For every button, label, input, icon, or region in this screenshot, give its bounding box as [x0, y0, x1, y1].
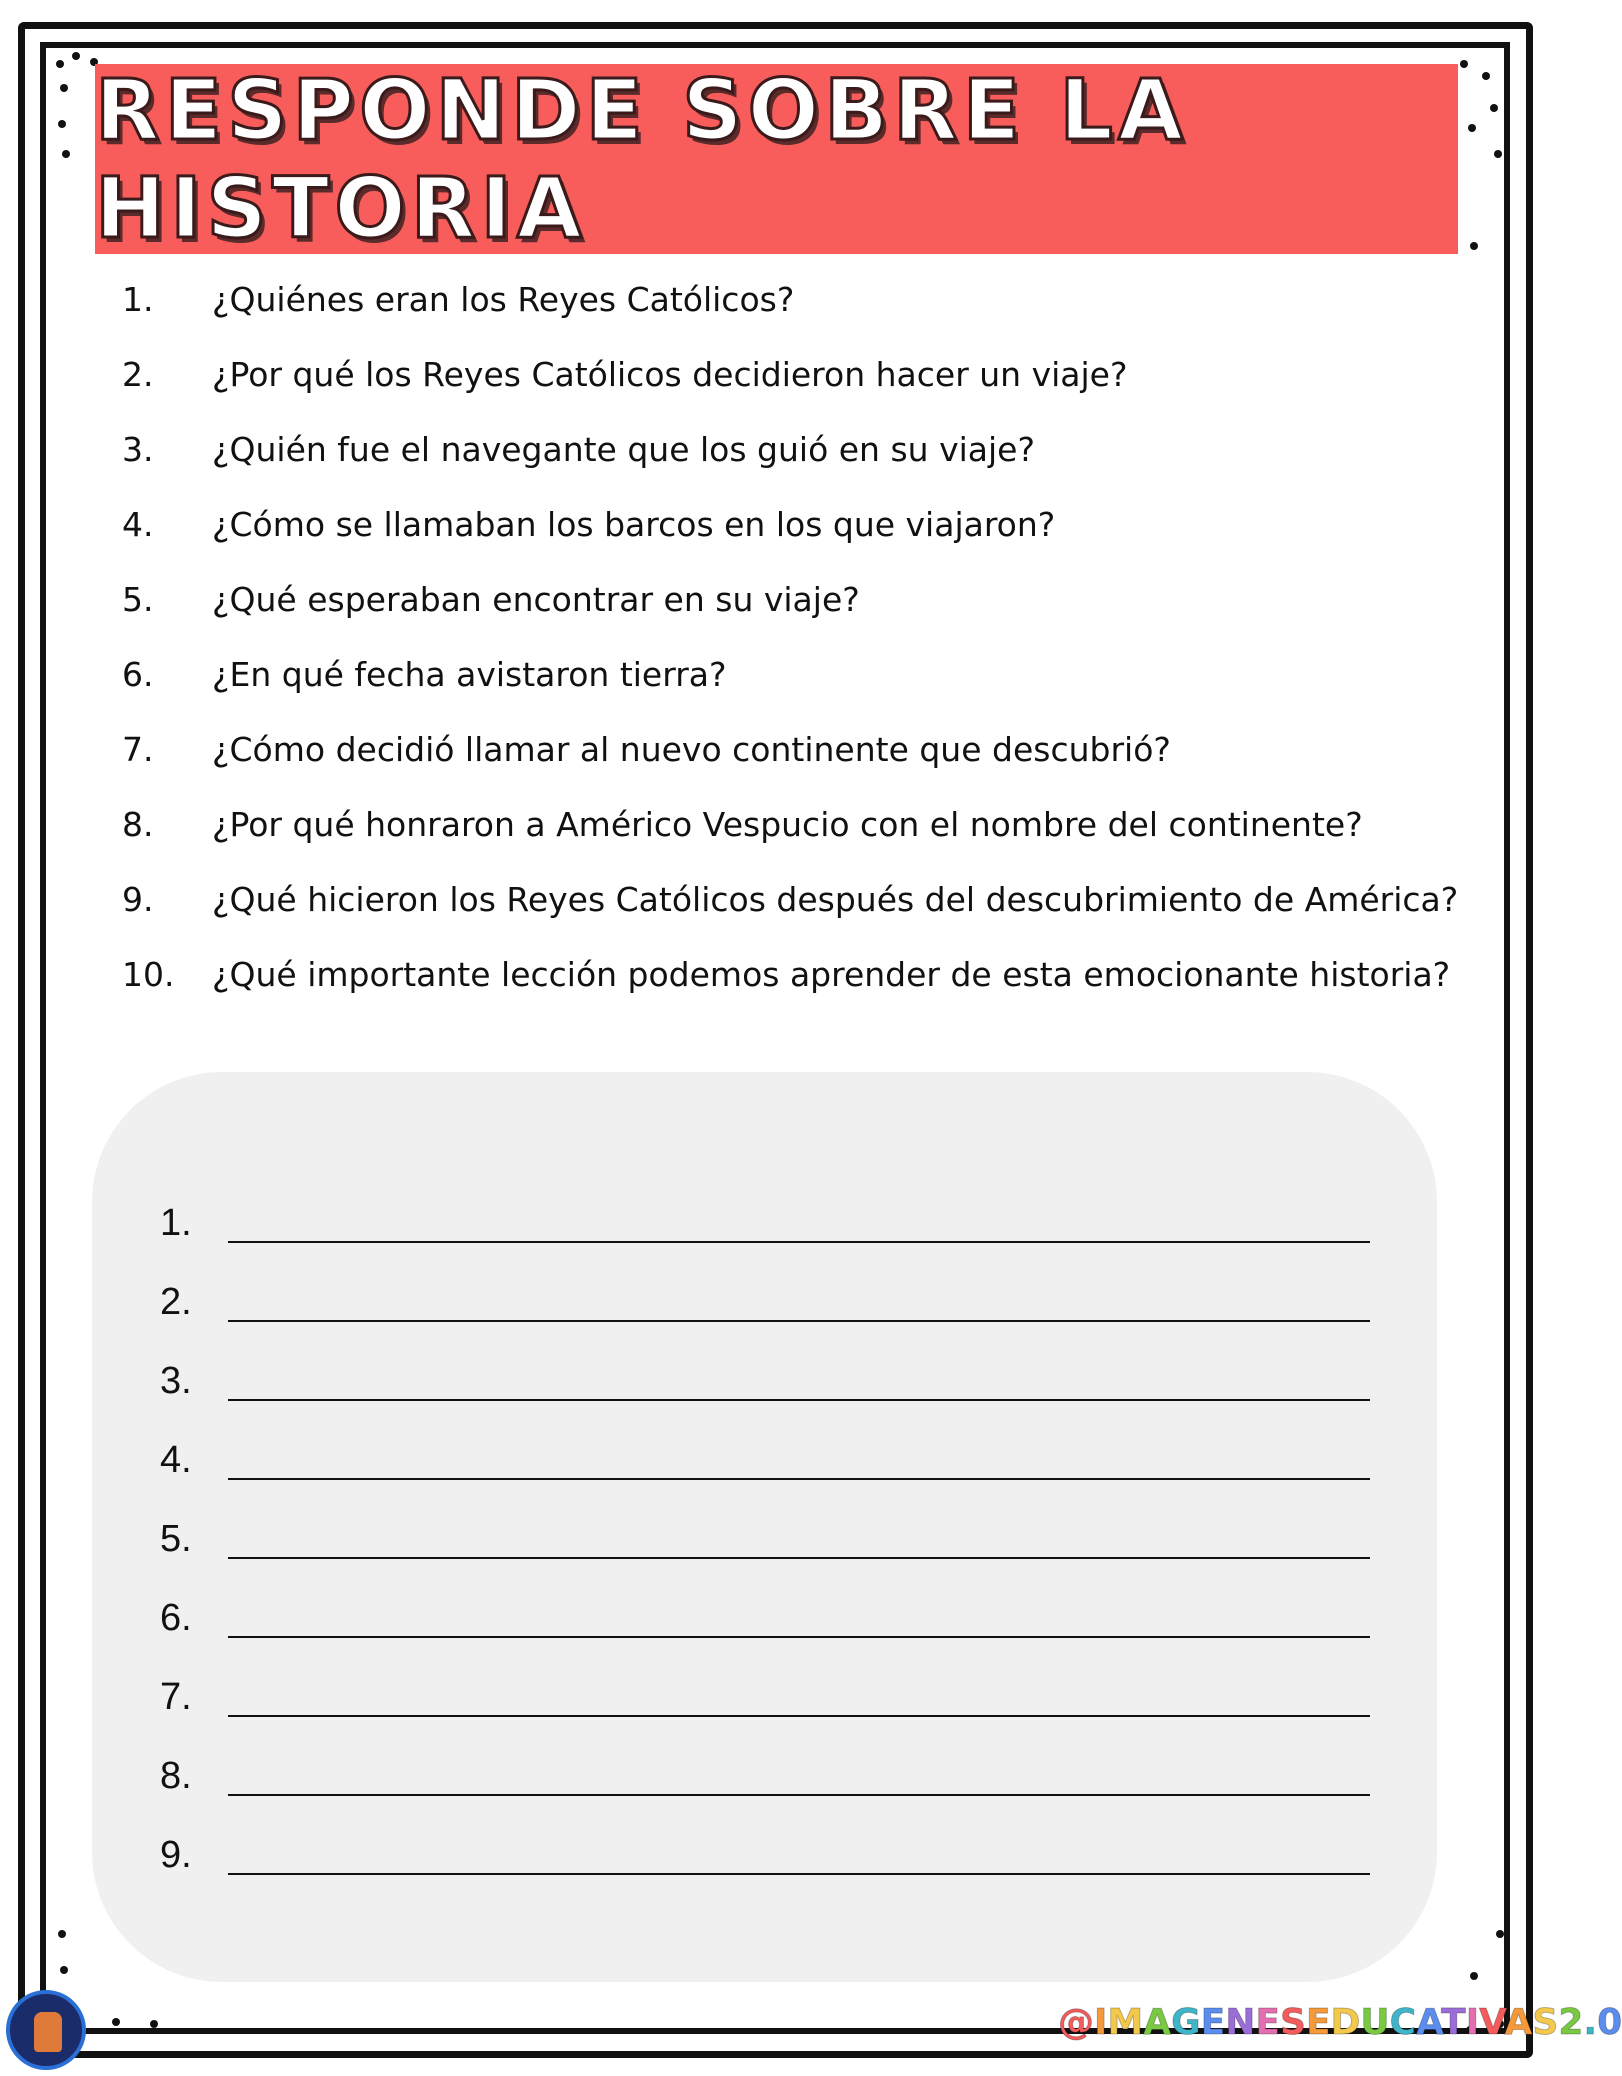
question-item — [122, 430, 1442, 505]
answer-line[interactable] — [228, 1397, 1370, 1401]
answer-row — [160, 1642, 1370, 1721]
question-item — [122, 730, 1442, 805]
question-number: 2. — [122, 355, 154, 394]
answer-line[interactable] — [228, 1239, 1370, 1243]
question-item — [122, 280, 1442, 355]
question-item — [122, 580, 1442, 655]
answer-number: 3. — [160, 1360, 192, 1402]
page-title: RESPONDE SOBRE LA HISTORIA — [95, 61, 1188, 257]
answer-line[interactable] — [228, 1476, 1370, 1480]
question-item — [122, 505, 1442, 580]
question-text: ¿En qué fecha avistaron tierra? — [212, 655, 727, 694]
answer-line[interactable] — [228, 1634, 1370, 1638]
question-number: 7. — [122, 730, 154, 769]
answer-line[interactable] — [228, 1713, 1370, 1717]
answer-row — [160, 1168, 1370, 1247]
question-item — [122, 355, 1442, 430]
answer-row — [160, 1326, 1370, 1405]
question-text: ¿Qué esperaban encontrar en su viaje? — [212, 580, 860, 619]
question-text: ¿Qué importante lección podemos aprender de esta emocionante historia? — [212, 955, 1451, 994]
question-item — [122, 655, 1442, 730]
question-number: 9. — [122, 880, 154, 919]
answer-line[interactable] — [228, 1792, 1370, 1796]
question-number: 5. — [122, 580, 154, 619]
question-item — [122, 805, 1442, 880]
answer-number: 1. — [160, 1202, 192, 1244]
question-item — [122, 955, 1451, 1030]
answer-number: 2. — [160, 1281, 192, 1323]
question-text: ¿Qué hicieron los Reyes Católicos después del descubrimiento de América? — [212, 880, 1459, 919]
question-list — [122, 280, 1459, 1030]
answer-line[interactable] — [228, 1871, 1370, 1875]
answer-list — [160, 1168, 1370, 1879]
question-text: ¿Por qué los Reyes Católicos decidieron hacer un viaje? — [212, 355, 1128, 394]
answer-line[interactable] — [228, 1555, 1370, 1559]
title-banner — [95, 61, 1458, 257]
question-number: 8. — [122, 805, 154, 844]
answer-number: 6. — [160, 1597, 192, 1639]
answer-row — [160, 1800, 1370, 1879]
answer-number: 7. — [160, 1676, 192, 1718]
answer-line[interactable] — [228, 1318, 1370, 1322]
question-number: 4. — [122, 505, 154, 544]
answer-row — [160, 1484, 1370, 1563]
answer-number: 5. — [160, 1518, 192, 1560]
question-text: ¿Quiénes eran los Reyes Católicos? — [212, 280, 795, 319]
question-text: ¿Cómo se llamaban los barcos en los que viajaron? — [212, 505, 1056, 544]
question-text: ¿Por qué honraron a Américo Vespucio con el nombre del continente? — [212, 805, 1363, 844]
question-text: ¿Cómo decidió llamar al nuevo continente que descubrió? — [212, 730, 1171, 769]
question-number: 3. — [122, 430, 154, 469]
answer-row — [160, 1563, 1370, 1642]
brand-logo-icon — [6, 1990, 86, 2070]
answer-row — [160, 1247, 1370, 1326]
watermark-text: @IMAGENESEDUCATIVAS2.0 — [1058, 2002, 1622, 2043]
question-number: 6. — [122, 655, 154, 694]
answer-row — [160, 1721, 1370, 1800]
question-item — [122, 880, 1459, 955]
answer-number: 4. — [160, 1439, 192, 1481]
question-number: 10. — [122, 955, 175, 994]
answer-row — [160, 1405, 1370, 1484]
question-text: ¿Quién fue el navegante que los guió en su viaje? — [212, 430, 1035, 469]
answer-number: 9. — [160, 1834, 192, 1876]
answer-number: 8. — [160, 1755, 192, 1797]
question-number: 1. — [122, 280, 154, 319]
